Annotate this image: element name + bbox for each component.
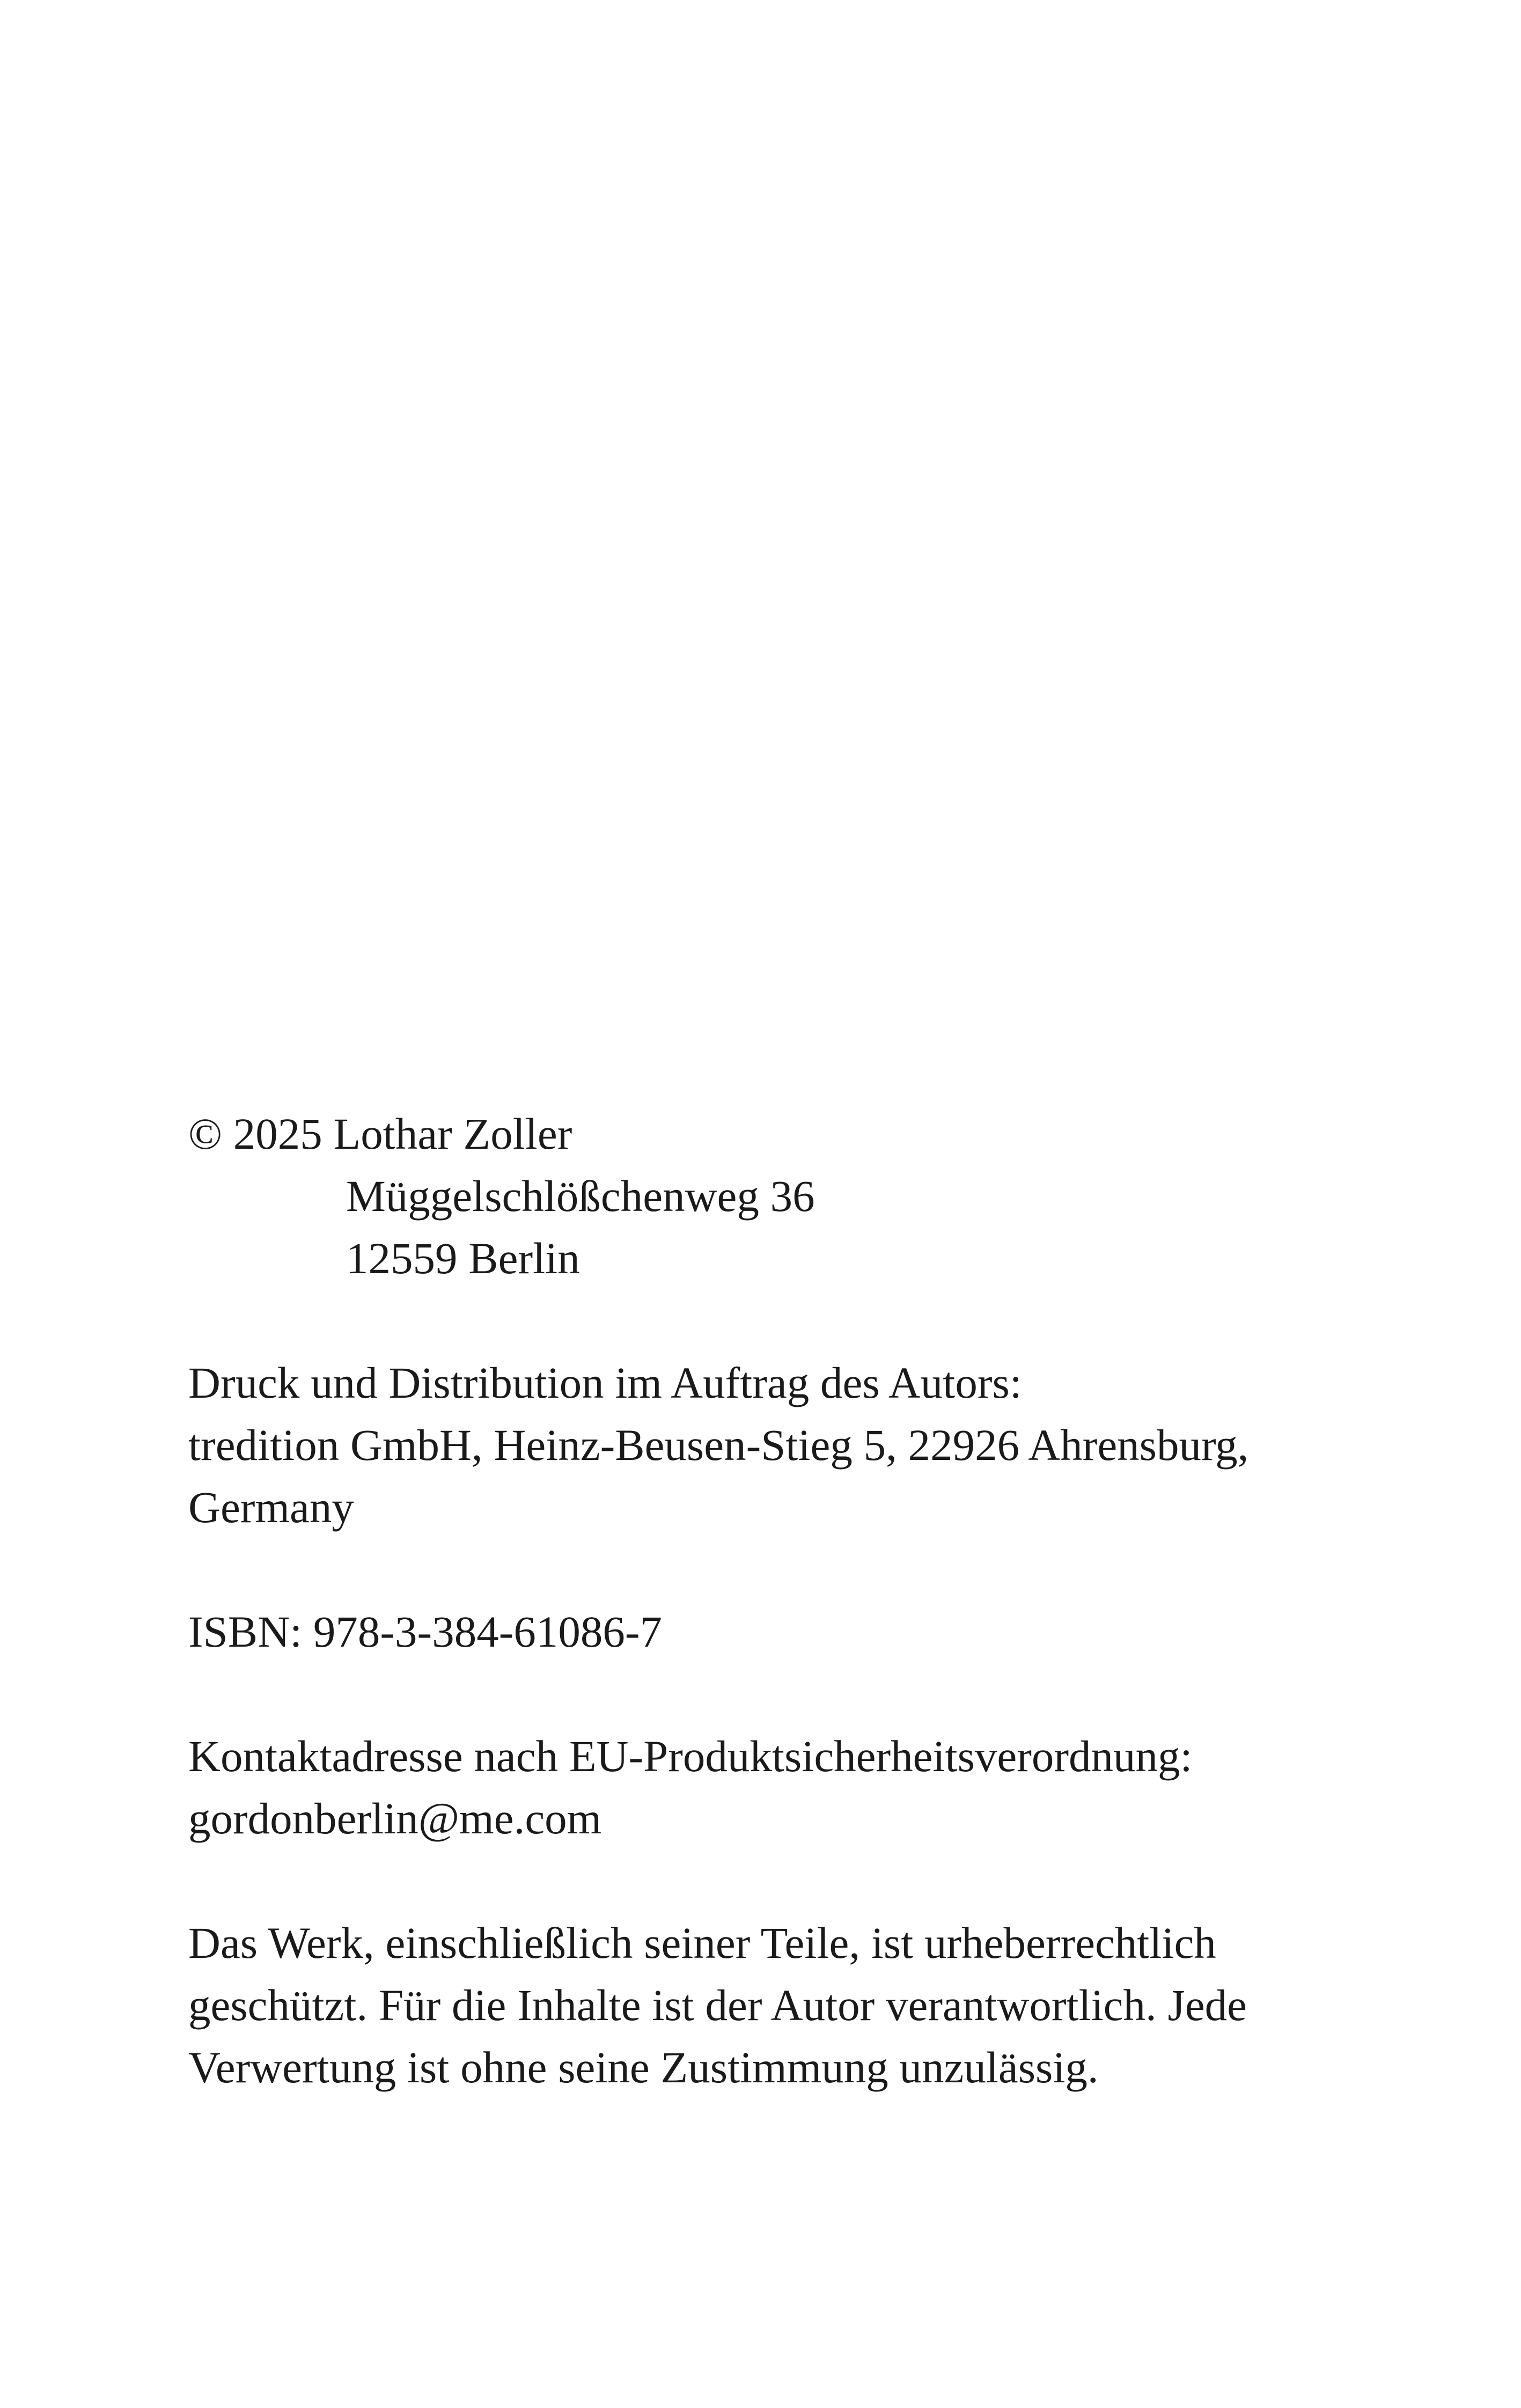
author-street: Müggelschlößchenweg 36 <box>346 1171 815 1221</box>
rights-line-3: Verwertung ist ohne seine Zustimmung unzulässig. <box>188 2043 1099 2092</box>
copyright-section <box>188 1103 1342 1289</box>
distribution-section <box>188 1352 1342 1538</box>
rights-line-2: geschützt. Für die Inhalte ist der Autor verantwortlich. Jede <box>188 1980 1247 2030</box>
contact-email: gordonberlin@me.com <box>188 1794 602 1843</box>
contact-heading: Kontaktadresse nach EU-Produktsicherheitsverordnung: <box>188 1731 1193 1781</box>
rights-line-1: Das Werk, einschließlich seiner Teile, ist urheberrechtlich <box>188 1918 1216 1967</box>
distribution-heading: Druck und Distribution im Auftrag des Autors: <box>188 1358 1022 1407</box>
distributor-address: tredition GmbH, Heinz-Beusen-Stieg 5, 22926 Ahrensburg, <box>188 1420 1249 1470</box>
copyright-line: © 2025 Lothar Zoller <box>188 1109 572 1158</box>
rights-section <box>188 1912 1342 2098</box>
imprint-block <box>188 1103 1342 2098</box>
distributor-country: Germany <box>188 1482 354 1532</box>
author-city: 12559 Berlin <box>346 1234 580 1283</box>
contact-section <box>188 1725 1342 1849</box>
isbn-section <box>188 1601 1342 1663</box>
isbn-number: ISBN: 978-3-384-61086-7 <box>188 1607 662 1656</box>
